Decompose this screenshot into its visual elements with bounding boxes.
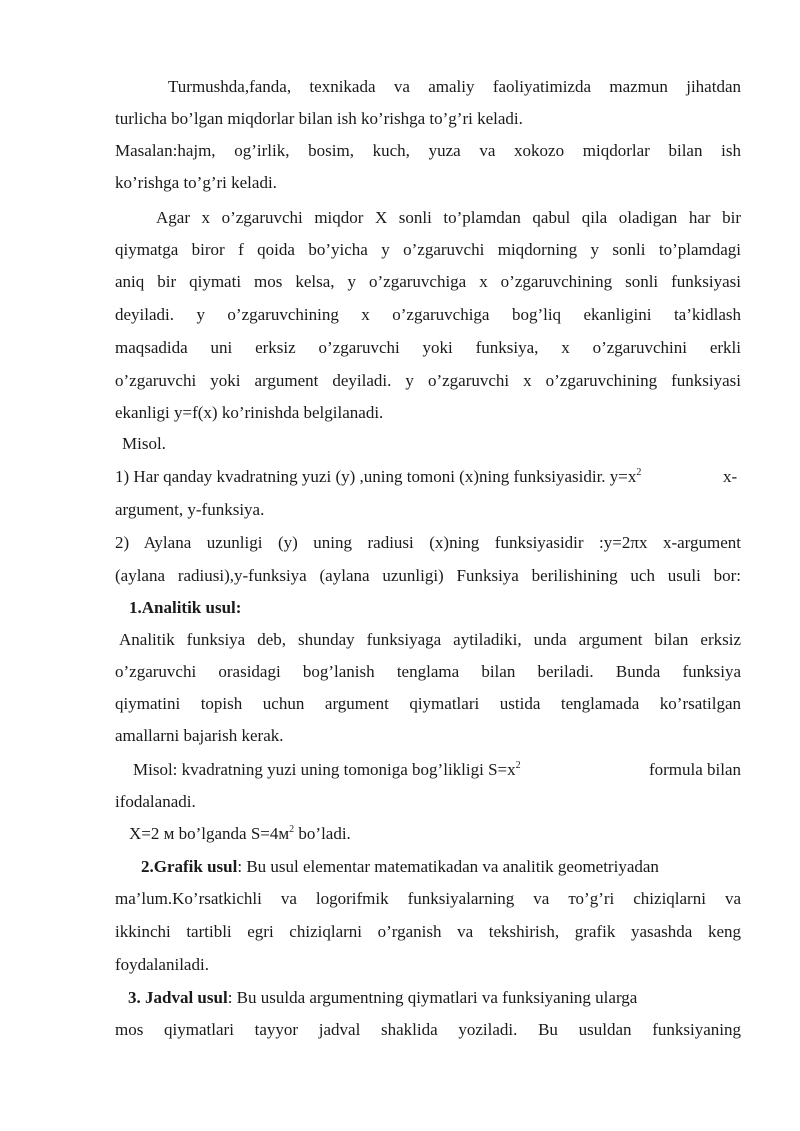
- analitik-example-line-1: [133, 760, 521, 780]
- heading-grafik-usul: 2.Grafik usul: [141, 857, 238, 876]
- analitik-example-tail: formula bilan: [648, 760, 741, 779]
- analitik-line-4: amallarni bajarish kerak.: [115, 726, 284, 745]
- paragraph-definition-line-1: Agar x o’zgaruvchi miqdor X sonli to’plamdan qabul qila oladigan har bir: [156, 208, 741, 227]
- analitik-example-line-2: ifodalanadi.: [115, 792, 196, 811]
- paragraph-example-line-1: Masalan:hajm, og’irlik, bosim, kuch, yuza va xokozo miqdorlar bilan ish: [115, 141, 741, 160]
- analitik-line-3: qiymatini topish uchun argument qiymatlari ustida tenglamada ko’rsatilgan: [115, 694, 741, 713]
- paragraph-intro-line-1: Turmushda,fanda, texnikada va amaliy faoliyatimizda mazmun jihatdan: [168, 77, 741, 96]
- grafik-text: : Bu usul elementar matematikadan va analitik geometriyadan: [237, 857, 659, 876]
- analitik-line-1: Analitik funksiya deb, shunday funksiyaga aytiladiki, unda argument bilan erksiz: [119, 630, 741, 649]
- paragraph-intro-line-2: turlicha bo’lgan miqdorlar bilan ish ko’rishga to’g’ri keladi.: [115, 109, 523, 128]
- grafik-line-1: [141, 857, 741, 877]
- heading-analitik-usul: 1.Analitik usul:: [129, 598, 242, 617]
- paragraph-definition-line-6: o’zgaruvchi yoki argument deyiladi. y o’zgaruvchi x o’zgaruvchining funksiyasi: [115, 371, 741, 390]
- misol-heading: Misol.: [122, 434, 166, 453]
- example-2-line-1: 2) Aylana uzunligi (y) uning radiusi (x)ning funksiyasidir :y=2πx x-argument: [115, 533, 741, 552]
- paragraph-definition-line-4: deyiladi. y o’zgaruvchining x o’zgaruvchiga bog’liq ekanligini ta’kidlash: [115, 305, 741, 324]
- example-1-line-1: [115, 467, 641, 487]
- jadval-line-1: [128, 988, 741, 1008]
- heading-jadval-usul: 3. Jadval usul: [128, 988, 228, 1007]
- paragraph-example-line-2: ko’rishga to’g’ri keladi.: [115, 173, 277, 192]
- jadval-line-2: mos qiymatlari tayyor jadval shaklida yoziladi. Bu usuldan funksiyaning: [115, 1020, 741, 1039]
- superscript: 2: [289, 824, 295, 835]
- analitik-example-text-3: bo’ladi.: [298, 824, 351, 843]
- example-2-line-2: (aylana radiusi),y-funksiya (aylana uzunligi) Funksiya berilishining uch usuli bor:: [115, 566, 741, 585]
- jadval-text: : Bu usulda argumentning qiymatlari va funksiyaning ularga: [227, 988, 638, 1007]
- paragraph-definition-line-7: ekanligi y=f(x) ko’rinishda belgilanadi.: [115, 403, 384, 422]
- grafik-line-2: ma’lum.Ko’rsatkichli va logorifmik funksiyalarning va то’g’ri chiziqlarni va: [115, 889, 741, 908]
- analitik-example-text: Misol: kvadratning yuzi uning tomoniga bog’likligi S=x: [133, 760, 516, 779]
- grafik-line-3: ikkinchi tartibli egri chiziqlarni o’rganish va tekshirish, grafik yasashda keng: [115, 922, 741, 941]
- paragraph-definition-line-2: qiymatga biror f qoida bo’yicha y o’zgaruvchi miqdorning y sonli to’plamdagi: [115, 240, 741, 259]
- paragraph-definition-line-5: maqsadida uni erksiz o’zgaruvchi yoki funksiya, x o’zgaruvchini erkli: [115, 338, 741, 357]
- analitik-example-text-2: X=2 м bo’lganda S=4м: [129, 824, 290, 843]
- example-1-text: 1) Har qanday kvadratning yuzi (y) ,uning tomoni (x)ning funksiyasidir. y=x: [115, 467, 637, 486]
- analitik-example-line-3: [129, 824, 351, 844]
- example-1-x-label: x-: [723, 467, 738, 486]
- superscript: 2: [636, 467, 642, 478]
- example-1-line-2: argument, y-funksiya.: [115, 500, 265, 519]
- grafik-line-4: foydalaniladi.: [115, 955, 209, 974]
- superscript: 2: [515, 760, 521, 771]
- analitik-line-2: o’zgaruvchi orasidagi bog’lanish tenglama bilan beriladi. Bunda funksiya: [115, 662, 741, 681]
- paragraph-definition-line-3: aniq bir qiymati mos kelsa, y o’zgaruvchiga x o’zgaruvchining sonli funksiyasi: [115, 272, 741, 291]
